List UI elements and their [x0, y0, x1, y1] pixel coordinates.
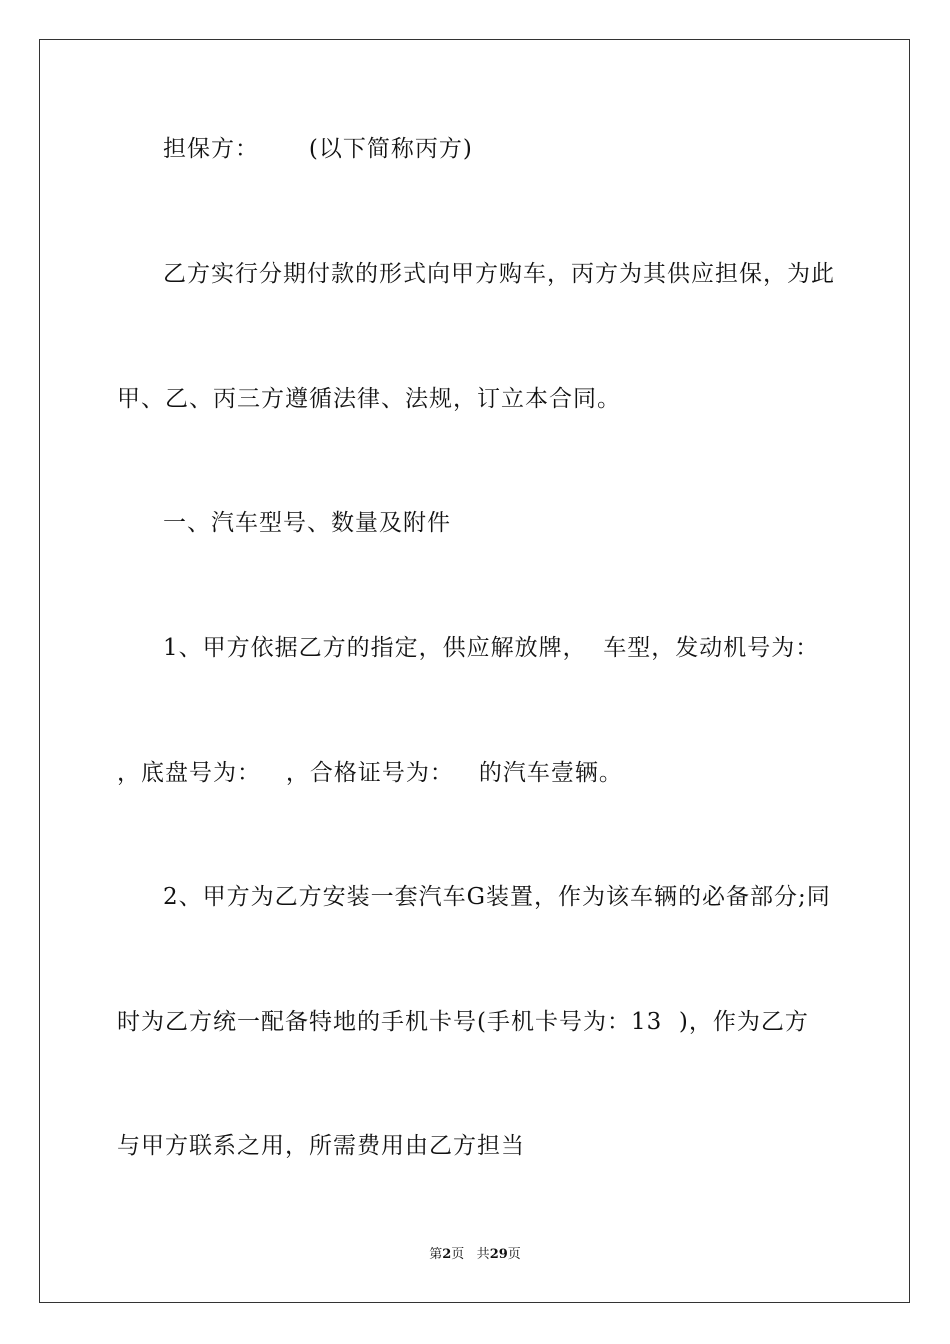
clause-1-line-1: 1、甲方依据乙方的指定，供应解放牌， 车型，发动机号为： [163, 635, 820, 661]
footer-total-suffix: 页 [507, 1247, 521, 1262]
clause-2-line-2: 时为乙方统一配备特地的手机卡号(手机卡号为：13 )，作为乙方 [117, 1009, 809, 1035]
page-footer [0, 1246, 950, 1264]
footer-page-suffix: 页 [451, 1247, 465, 1262]
clause-2-line-1: 2、甲方为乙方安装一套汽车G装置，作为该车辆的必备部分;同 [163, 884, 831, 910]
clause-1-line-2: ，底盘号为： ，合格证号为： 的汽车壹辆。 [117, 760, 623, 786]
page-border [39, 39, 910, 1303]
paragraph-intro-line-1: 乙方实行分期付款的形式向甲方购车，丙方为其供应担保，为此 [163, 261, 835, 287]
section-heading-1: 一、汽车型号、数量及附件 [163, 510, 451, 536]
clause-2-line-3: 与甲方联系之用，所需费用由乙方担当 [117, 1133, 525, 1159]
footer-total-pages: 29 [489, 1247, 508, 1262]
paragraph-intro-line-2: 甲、乙、丙三方遵循法律、法规，订立本合同。 [117, 386, 621, 412]
footer-total-prefix: 共 [476, 1247, 490, 1262]
footer-prefix: 第 [429, 1247, 443, 1262]
guarantor-line: 担保方： (以下简称丙方) [163, 136, 473, 162]
footer-page-number: 2 [442, 1247, 452, 1262]
